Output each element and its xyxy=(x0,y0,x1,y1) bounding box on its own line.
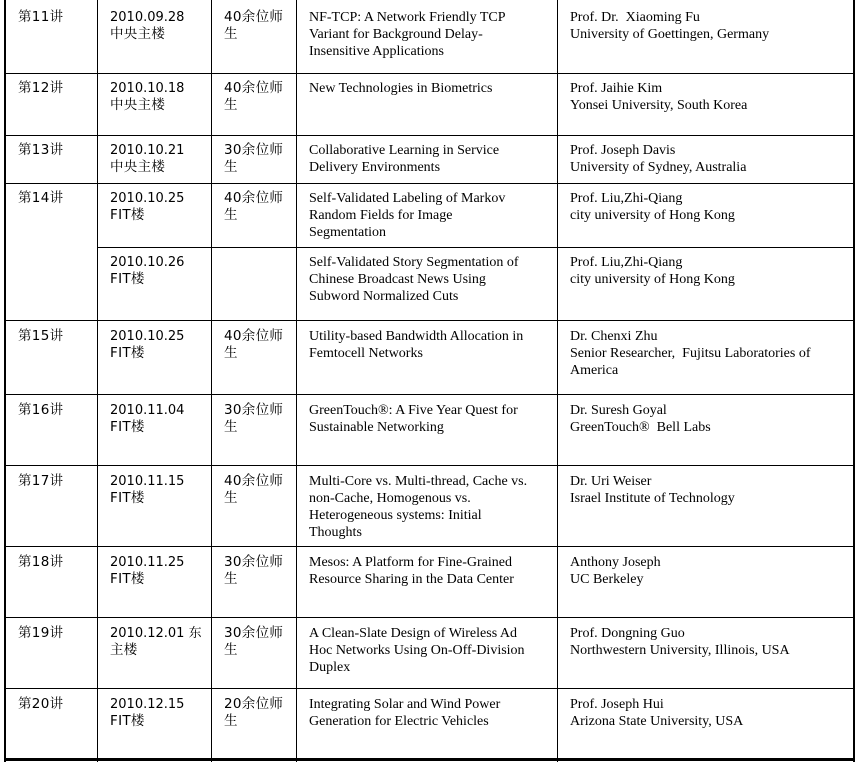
lecture-number: 第17讲 xyxy=(18,473,64,489)
lecture-number: 第14讲 xyxy=(18,190,64,206)
lecture-venue: FIT楼 xyxy=(110,207,145,223)
column-divider xyxy=(296,0,297,762)
lecture-speaker: Prof. Dongning Guo Northwestern University, Illinois, USA xyxy=(570,626,790,658)
column-divider xyxy=(97,0,98,762)
column-divider xyxy=(211,0,212,762)
table-border-bottom xyxy=(4,758,855,761)
lecture-speaker: Anthony Joseph UC Berkeley xyxy=(570,555,661,587)
lecture-title: NF-TCP: A Network Friendly TCP Variant for Background Delay- Insensitive Applications xyxy=(309,10,506,59)
lecture-title: Self-Validated Labeling of Markov Random Fields for Image Segmentation xyxy=(309,191,506,240)
lecture-title: Self-Validated Story Segmentation of Chinese Broadcast News Using Subword Normalized Cuts xyxy=(309,255,519,304)
lecture-speaker: Dr. Uri Weiser Israel Institute of Technology xyxy=(570,474,735,506)
row-divider xyxy=(5,465,854,466)
row-divider xyxy=(5,73,854,74)
lecture-venue: FIT楼 xyxy=(110,571,145,587)
lecture-date: 2010.09.28 xyxy=(110,10,185,25)
row-divider xyxy=(5,546,854,547)
row-divider xyxy=(5,617,854,618)
lecture-audience: 40余位师 生 xyxy=(224,190,284,223)
lecture-audience: 20余位师 生 xyxy=(224,696,284,729)
lecture-venue: FIT楼 xyxy=(110,419,145,435)
table-border-left xyxy=(4,0,6,762)
lecture-date: 2010.10.21 xyxy=(110,143,185,158)
lecture-date: 2010.11.15 xyxy=(110,474,185,489)
lecture-speaker: Prof. Liu,Zhi-Qiang city university of Hong Kong xyxy=(570,255,735,287)
row-divider xyxy=(5,183,854,184)
lecture-number: 第13讲 xyxy=(18,142,64,158)
row-divider xyxy=(5,688,854,689)
lecture-title: Multi-Core vs. Multi-thread, Cache vs. non-Cache, Homogenous vs. Heterogeneous systems: Initial Thoughts xyxy=(309,474,528,540)
lecture-speaker: Prof. Joseph Hui Arizona State University, USA xyxy=(570,697,744,729)
lecture-number: 第12讲 xyxy=(18,80,64,96)
lecture-title: Collaborative Learning in Service Delivery Environments xyxy=(309,143,500,175)
lecture-audience: 40余位师 生 xyxy=(224,328,284,361)
lecture-speaker: Dr. Suresh Goyal GreenTouch® Bell Labs xyxy=(570,403,711,435)
lecture-title: GreenTouch®: A Five Year Quest for Sustainable Networking xyxy=(309,403,518,435)
column-divider xyxy=(557,0,558,762)
lecture-date: 2010.10.26 xyxy=(110,255,185,270)
lecture-audience: 30余位师 生 xyxy=(224,402,284,435)
lecture-title: Integrating Solar and Wind Power Generation for Electric Vehicles xyxy=(309,697,501,729)
lecture-date: 2010.11.25 xyxy=(110,555,185,570)
lecture-date: 2010.10.25 xyxy=(110,191,185,206)
lecture-date: 2010.10.25 xyxy=(110,329,185,344)
lecture-speaker: Dr. Chenxi Zhu Senior Researcher, Fujitsu Laboratories of America xyxy=(570,329,811,378)
lecture-audience: 30余位师 生 xyxy=(224,554,284,587)
lecture-date: 2010.10.18 xyxy=(110,81,185,96)
lecture-title: New Technologies in Biometrics xyxy=(309,81,493,96)
lecture-speaker: Prof. Dr. Xiaoming Fu University of Goettingen, Germany xyxy=(570,10,770,42)
lecture-audience: 30余位师 生 xyxy=(224,142,284,175)
row-divider xyxy=(5,320,854,321)
lecture-venue: 主楼 xyxy=(110,642,138,658)
lecture-speaker: Prof. Liu,Zhi-Qiang city university of Hong Kong xyxy=(570,191,735,223)
lecture-number: 第20讲 xyxy=(18,696,64,712)
lecture-number: 第16讲 xyxy=(18,402,64,418)
lecture-date: 2010.12.01 东 xyxy=(110,626,202,641)
row-divider xyxy=(5,394,854,395)
lecture-date: 2010.11.04 xyxy=(110,403,185,418)
lecture-title: Mesos: A Platform for Fine-Grained Resource Sharing in the Data Center xyxy=(309,555,514,587)
row-divider xyxy=(5,135,854,136)
lecture-number: 第19讲 xyxy=(18,625,64,641)
row-divider xyxy=(98,247,854,248)
lecture-speaker: Prof. Joseph Davis University of Sydney, Australia xyxy=(570,143,747,175)
lecture-title: Utility-based Bandwidth Allocation in Femtocell Networks xyxy=(309,329,524,361)
lecture-date: 2010.12.15 xyxy=(110,697,185,712)
lecture-venue: FIT楼 xyxy=(110,490,145,506)
lecture-audience: 40余位师 生 xyxy=(224,473,284,506)
lecture-venue: 中央主楼 xyxy=(110,159,166,175)
lecture-audience: 40余位师 生 xyxy=(224,80,284,113)
lecture-speaker: Prof. Jaihie Kim Yonsei University, South Korea xyxy=(570,81,748,113)
table-border-right xyxy=(853,0,855,762)
lecture-venue: FIT楼 xyxy=(110,713,145,729)
lecture-venue: FIT楼 xyxy=(110,345,145,361)
lecture-venue: 中央主楼 xyxy=(110,97,166,113)
lecture-venue: FIT楼 xyxy=(110,271,145,287)
lecture-venue: 中央主楼 xyxy=(110,26,166,42)
lecture-number: 第15讲 xyxy=(18,328,64,344)
lecture-title: A Clean-Slate Design of Wireless Ad Hoc Networks Using On-Off-Division Duplex xyxy=(309,626,525,675)
lecture-audience: 40余位师 生 xyxy=(224,9,284,42)
lecture-audience: 30余位师 生 xyxy=(224,625,284,658)
lecture-number: 第11讲 xyxy=(18,9,64,25)
lecture-number: 第18讲 xyxy=(18,554,64,570)
